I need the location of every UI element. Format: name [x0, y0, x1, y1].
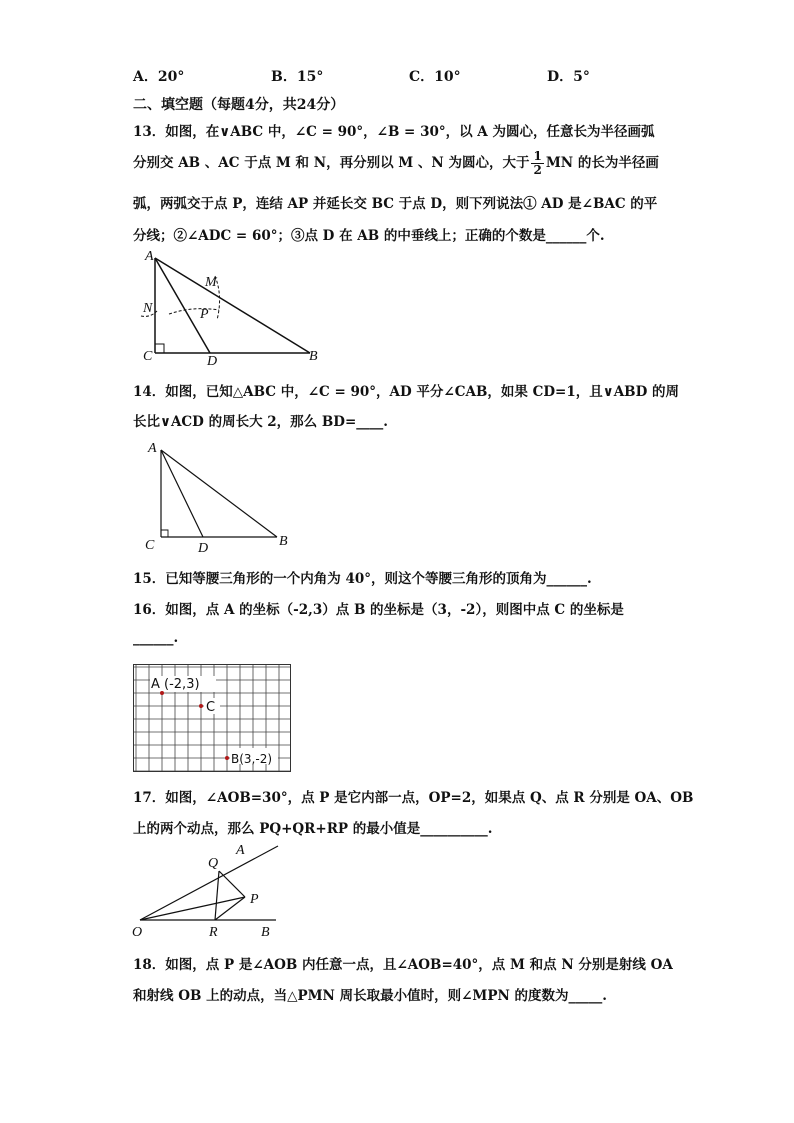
label-a: A — [145, 249, 154, 264]
section-title: 二、填空题（每题4分，共24分） — [133, 97, 345, 113]
q13-line4: 分线；②∠ADC = 60°；③点 D 在 AB 的中垂线上；正确的个数是______个. — [133, 228, 605, 244]
side-ab — [155, 258, 310, 353]
label-p: P — [200, 307, 209, 322]
right-angle-mark — [161, 530, 168, 537]
q14-line2: 长比∨ACD 的周长大 2，那么 BD=____. — [133, 414, 389, 430]
bisector-ad — [161, 450, 203, 537]
label-b: B(3,-2) — [231, 752, 273, 766]
point-b — [225, 756, 229, 760]
q13-figure — [135, 248, 335, 368]
q13-line2 — [133, 150, 659, 177]
label-c: C — [143, 349, 153, 364]
segment-qp — [219, 871, 245, 897]
label-p: P — [250, 892, 259, 907]
q16-line1: 16．如图，点 A 的坐标（-2,3）点 B 的坐标是（3，-2），则图中点 C 的坐标是 — [133, 602, 624, 618]
q14-line1: 14．如图，已知△ABC 中，∠C = 90°，AD 平分∠CAB，如果 CD=1，且∨ABD 的周 — [133, 384, 679, 400]
option-d: D．5° — [547, 69, 590, 85]
arc-n — [169, 309, 219, 314]
q16-grid-figure — [133, 664, 293, 774]
q17-line1: 17．如图，∠AOB=30°，点 P 是它内部一点，OP=2，如果点 Q、点 R 分别是 OA、OB — [133, 790, 694, 806]
frac-den: 2 — [533, 163, 542, 177]
option-a: A．20° — [133, 69, 185, 85]
label-o: O — [132, 925, 143, 940]
q13-line2-b: MN 的长为半径画 — [545, 155, 659, 171]
q17-line2: 上的两个动点，那么 PQ+QR+RP 的最小值是__________. — [133, 821, 493, 837]
label-q: Q — [208, 856, 219, 871]
label-r: R — [209, 925, 218, 940]
half-fraction — [531, 150, 543, 177]
q16-line2: ______. — [133, 630, 179, 646]
side-ab — [161, 450, 277, 537]
q13-line2-a: 分别交 AB 、AC 于点 M 和 N，再分别以 M 、N 为圆心，大于 — [133, 155, 530, 171]
q13-line1: 13．如图，在∨ABC 中，∠C = 90°，∠B = 30°，以 A 为圆心，任意长为半径画弧 — [133, 124, 655, 140]
q18-line1: 18．如图，点 P 是∠AOB 内任意一点，且∠AOB=40°，点 M 和点 N 分别是射线 OA — [133, 957, 673, 973]
q15-line1: 15．已知等腰三角形的一个内角为 40°，则这个等腰三角形的顶角为______. — [133, 571, 592, 587]
label-m: M — [205, 275, 217, 290]
label-a: A — [148, 441, 157, 456]
option-c: C．10° — [409, 69, 461, 85]
label-d: D — [198, 541, 209, 556]
label-b: B — [261, 925, 270, 940]
label-c: C — [206, 700, 216, 715]
point-c — [199, 704, 203, 708]
frac-num: 1 — [533, 149, 542, 163]
q18-line2: 和射线 OB 上的动点，当△PMN 周长取最小值时，则∠MPN 的度数为_____. — [133, 988, 607, 1004]
label-b: B — [309, 349, 318, 364]
option-b: B．15° — [271, 69, 324, 85]
q13-line3: 弧，两弧交于点 P，连结 AP 并延长交 BC 于点 D，则下列说法① AD 是∠BAC 的平 — [133, 196, 658, 212]
label-b: B — [279, 534, 288, 549]
q14-figure — [135, 438, 305, 556]
q17-figure — [130, 840, 290, 940]
right-angle-mark — [155, 344, 164, 353]
label-a: A (-2,3) — [151, 677, 200, 692]
label-a: A — [236, 843, 245, 858]
label-c: C — [145, 538, 155, 553]
label-d: D — [207, 354, 218, 368]
bisector-ad — [155, 258, 210, 353]
label-n: N — [143, 301, 153, 316]
